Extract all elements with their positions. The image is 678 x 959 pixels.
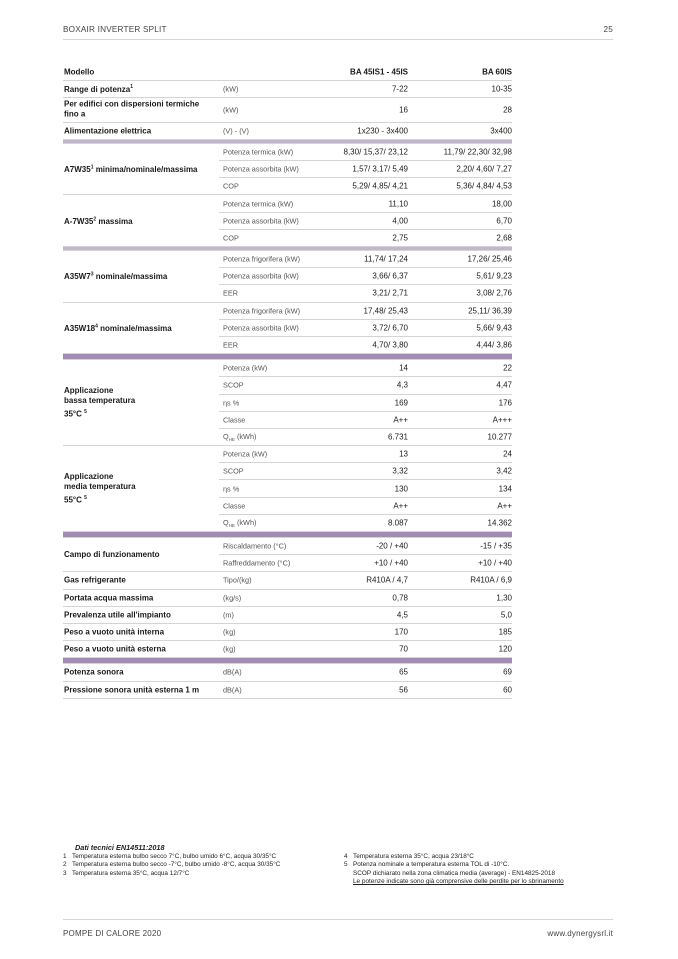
table-row: Prevalenza utile all'impianto (m) 4,5 5,0 (63, 607, 512, 624)
footnote: 4 Temperatura esterna 35°C, acqua 23/18°C (344, 853, 474, 860)
table-row: $Q_{HE}$ (kWh) 6.731 10.277 (223, 431, 512, 443)
group-a35w18 (63, 303, 512, 355)
table-row: COP 2,75 2,68 (223, 233, 512, 243)
group-operating-range (63, 538, 512, 572)
table-row: Potenza (kW) 13 24 (219, 446, 512, 463)
table-row: Peso a vuoto unità esterna (kg) 70 120 (63, 641, 512, 658)
model-label: Modello (64, 67, 95, 77)
row-label: Range di potenza$^1$ (64, 84, 134, 94)
table-row: Classe A++ A++ (219, 498, 512, 515)
footnote: 3 Temperatura esterna 35°C, acqua 12/7°C (63, 869, 190, 877)
table-row: Gas refrigerante Tipo/(kg) R410A / 4,7 R410A / 6,9 (63, 572, 512, 589)
header-title: BOXAIR INVERTER SPLIT (63, 25, 167, 34)
footnotes (63, 843, 623, 885)
group-low-temp (63, 360, 512, 446)
table-row (63, 81, 512, 98)
table-row: Portata acqua massima (kg/s) 0,78 1,30 (63, 590, 512, 607)
table-row: Potenza assorbita (kW) 3,66/ 6,37 5,61/ 9,23 (219, 268, 512, 285)
table-row: Potenza frigorifera (kW) 11,74/ 17,24 17,26/ 25,46 (219, 251, 512, 268)
footnotes-title: Dati tecnici EN14511:2018 (75, 843, 165, 852)
table-row: Raffreddamento (°C) +10 / +40 +10 / +40 (223, 558, 512, 568)
table-row: SCOP 4,3 4,47 (219, 377, 512, 394)
group-a-7w35 (63, 195, 512, 247)
row-label: Per edifici con dispersioni termiche fino a (64, 99, 200, 119)
table-row: Potenza termica (kW) 11,10 18,00 (219, 195, 512, 212)
table-row: Potenza (kW) 14 22 (219, 360, 512, 377)
table-row: ηs % 169 176 (219, 395, 512, 412)
model-col-2: BA 60IS (482, 67, 512, 77)
group-label: $A35W7^3$ nominale/massima (64, 271, 168, 282)
row-unit: (V) - (V) (223, 126, 249, 136)
table-row: EER 4,70/ 3,80 4,44/ 3,86 (223, 340, 512, 350)
table-row: Pressione sonora unità esterna 1 m dB(A) 56 60 (63, 682, 512, 699)
footnote: Le potenze indicate sono già comprensive delle perdite per lo sbrinamento (353, 877, 564, 885)
table-row: Potenza assorbita (kW) 3,72/ 6,70 5,66/ 9,43 (219, 320, 512, 337)
group-label: Applicazione media temperatura 55°C $^5$ (64, 471, 136, 505)
page-header (63, 25, 613, 40)
group-a7w35 (63, 144, 512, 196)
page-footer (63, 919, 613, 940)
table-row: Potenza frigorifera (kW) 17,48/ 25,43 25,11/ 36,39 (219, 303, 512, 320)
table-row: $Q_{HE}$ (kWh) 8.087 14.362 (223, 517, 512, 529)
row-value-2: 3x400 (490, 126, 512, 136)
row-value-1: 7-22 (391, 84, 408, 94)
row-value-2: 28 (503, 105, 512, 115)
table-row: Potenza assorbita (kW) 1,57/ 3,17/ 5,49 2,20/ 4,60/ 7,27 (219, 161, 512, 178)
group-label: Campo di funzionamento (64, 549, 160, 559)
footnote: 1 Temperatura esterna bulbo secco 7°C, bulbo umido 6°C, acqua 30/35°C (63, 853, 277, 860)
footer-title: POMPE DI CALORE 2020 (63, 929, 162, 938)
footnotes-right (344, 853, 614, 886)
footnote: 5 Potenza nominale a temperatura esterna TOL di -10°C. (344, 861, 510, 869)
group-label: Applicazione bassa temperatura 35°C $^5$ (64, 385, 136, 419)
table-header-row (63, 64, 512, 81)
footnote: 2 Temperatura esterna bulbo secco -7°C, bulbo umido -8°C, acqua 30/35°C (63, 861, 281, 869)
footnotes-left (63, 853, 333, 878)
group-label: $A-7W35^2$ massima (64, 216, 133, 226)
group-label: $A7W35^1$ minima/nominale/massima (64, 164, 198, 175)
group-a35w7 (63, 251, 512, 303)
table-row: COP 5,29/ 4,85/ 4,21 5,36/ 4,84/ 4,53 (223, 181, 512, 191)
footer-website: www.dynergysrl.it (547, 929, 613, 938)
table-row: Potenza sonora dB(A) 65 69 (63, 664, 512, 681)
table-row: EER 3,21/ 2,71 3,08/ 2,76 (223, 288, 512, 298)
table-row: Potenza assorbita (kW) 4,00 6,70 (219, 213, 512, 230)
table-row: Classe A++ A+++ (219, 412, 512, 429)
table-row: Riscaldamento (°C) -20 / +40 -15 / +35 (219, 538, 512, 555)
table-row (63, 98, 512, 123)
table-row: Peso a vuoto unità interna (kg) 170 185 (63, 624, 512, 641)
model-col-1: BA 45IS1 - 45IS (350, 67, 408, 77)
spec-table (63, 64, 512, 699)
table-row: SCOP 3,32 3,42 (219, 463, 512, 480)
page-number: 25 (603, 25, 613, 34)
row-unit: (kW) (223, 84, 239, 94)
row-value-1: 16 (399, 105, 408, 115)
group-mid-temp (63, 446, 512, 532)
group-label: $A35W18^4$ nominale/massima (64, 323, 172, 333)
table-row (63, 123, 512, 140)
row-value-1: 1x230 - 3x400 (357, 126, 408, 136)
row-value-2: 10-35 (491, 84, 512, 94)
footnote: SCOP dichiarato nella zona climatica media (average) - EN14825-2018 (353, 869, 556, 877)
row-label: Alimentazione elettrica (64, 126, 152, 136)
table-row: Potenza termica (kW) 8,30/ 15,37/ 23,12 11,79/ 22,30/ 32,98 (219, 144, 512, 161)
table-row: ηs % 130 134 (219, 480, 512, 497)
row-unit: (kW) (223, 105, 239, 115)
